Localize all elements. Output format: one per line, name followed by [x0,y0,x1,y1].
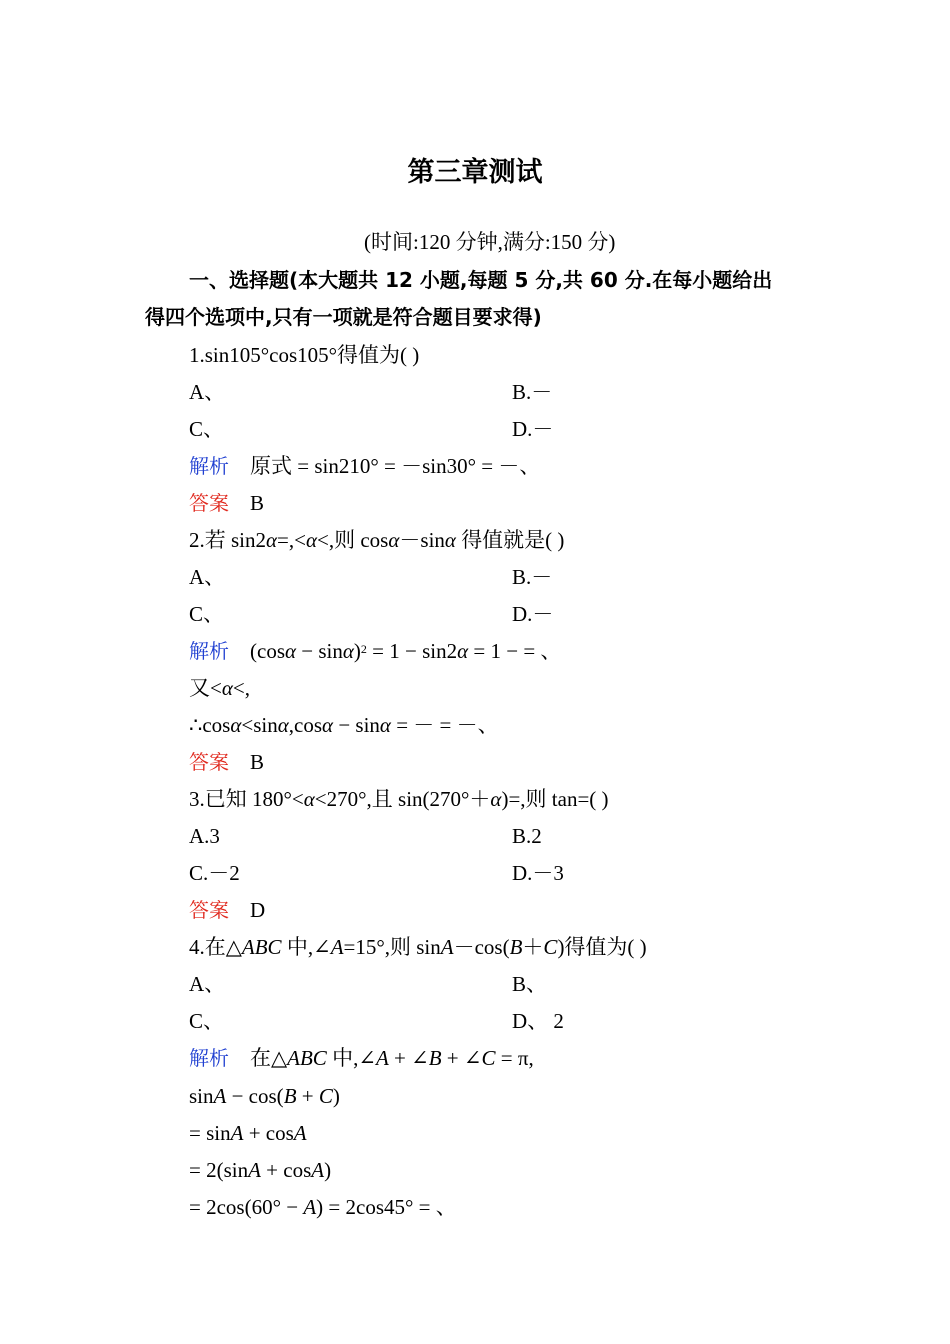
analysis-label: 解析 [189,1046,229,1070]
q1-analysis-text: 原式 = sin210° = －sin30° = －、 [250,454,541,478]
q2-option-a: A、 [189,565,226,589]
q4-analysis-line4: = 2(sinA + cosA) [189,1158,332,1182]
section-heading-line2: 得四个选项中,只有一项就是符合题目要求得) [145,305,542,329]
q3-stem: 3.已知 180°<α<270°,且 sin(270°＋α)=,则 tan=( ) [189,787,609,811]
q1-answer-value: B [250,491,265,515]
q1-analysis [189,452,540,480]
q2-analysis-line3: ∴cosα<sinα,cosα − sinα = － = －、 [189,713,499,737]
q3-answer [189,896,265,924]
q3-option-b: B.2 [512,824,542,848]
q4-option-d: D、 2 [512,1009,564,1033]
q1-option-b: B.－ [512,380,553,404]
analysis-label: 解析 [189,454,229,478]
q1-option-a: A、 [189,380,226,404]
q3-answer-value: D [250,898,266,922]
time-info: (时间:120 分钟,满分:150 分) [364,230,616,254]
q4-analysis: 解析 在△ABC 中,∠A + ∠B + ∠C = π, [189,1046,534,1070]
q3-option-c: C.－2 [189,861,240,885]
q2-stem: 2.若 sin2α=,<α<,则 cosα－sinα 得值就是( ) [189,528,565,552]
q4-option-c: C、 [189,1009,225,1033]
q2-answer [189,748,264,776]
q4-stem: 4.在△ABC 中,∠A=15°,则 sinA－cos(B＋C)得值为( ) [189,935,647,959]
q2-answer-value: B [250,750,265,774]
q2-option-b: B.－ [512,565,553,589]
analysis-label: 解析 [189,639,229,663]
answer-label: 答案 [189,898,229,922]
q1-answer [189,489,264,517]
q3-option-d: D.－3 [512,861,564,885]
section-heading-line1: 一、选择题(本大题共 12 小题,每题 5 分,共 60 分.在每小题给出 [189,268,773,292]
q3-option-a: A.3 [189,824,220,848]
q1-stem: 1.sin105°cos105°得值为( ) [189,343,420,367]
q1-option-d: D.－ [512,417,554,441]
q4-analysis-line5: = 2cos(60° − A) = 2cos45° = 、 [189,1195,457,1219]
answer-label: 答案 [189,491,229,515]
q1-option-c: C、 [189,417,225,441]
q2-analysis-line2: 又<α<, [189,676,250,700]
page-title: 第三章测试 [407,157,543,188]
q2-option-d: D.－ [512,602,554,626]
q4-option-b: B、 [512,972,548,996]
answer-label: 答案 [189,750,229,774]
q2-option-c: C、 [189,602,225,626]
q4-option-a: A、 [189,972,226,996]
q2-analysis: 解析 $(\cos\alpha - \sin\alpha)^2 = 1 - \sin 2\alpha = 1$ − = 、 [189,639,562,663]
q4-analysis-line2: sinA − cos(B + C) [189,1084,340,1108]
q4-analysis-line3: = sinA + cosA [189,1121,307,1145]
